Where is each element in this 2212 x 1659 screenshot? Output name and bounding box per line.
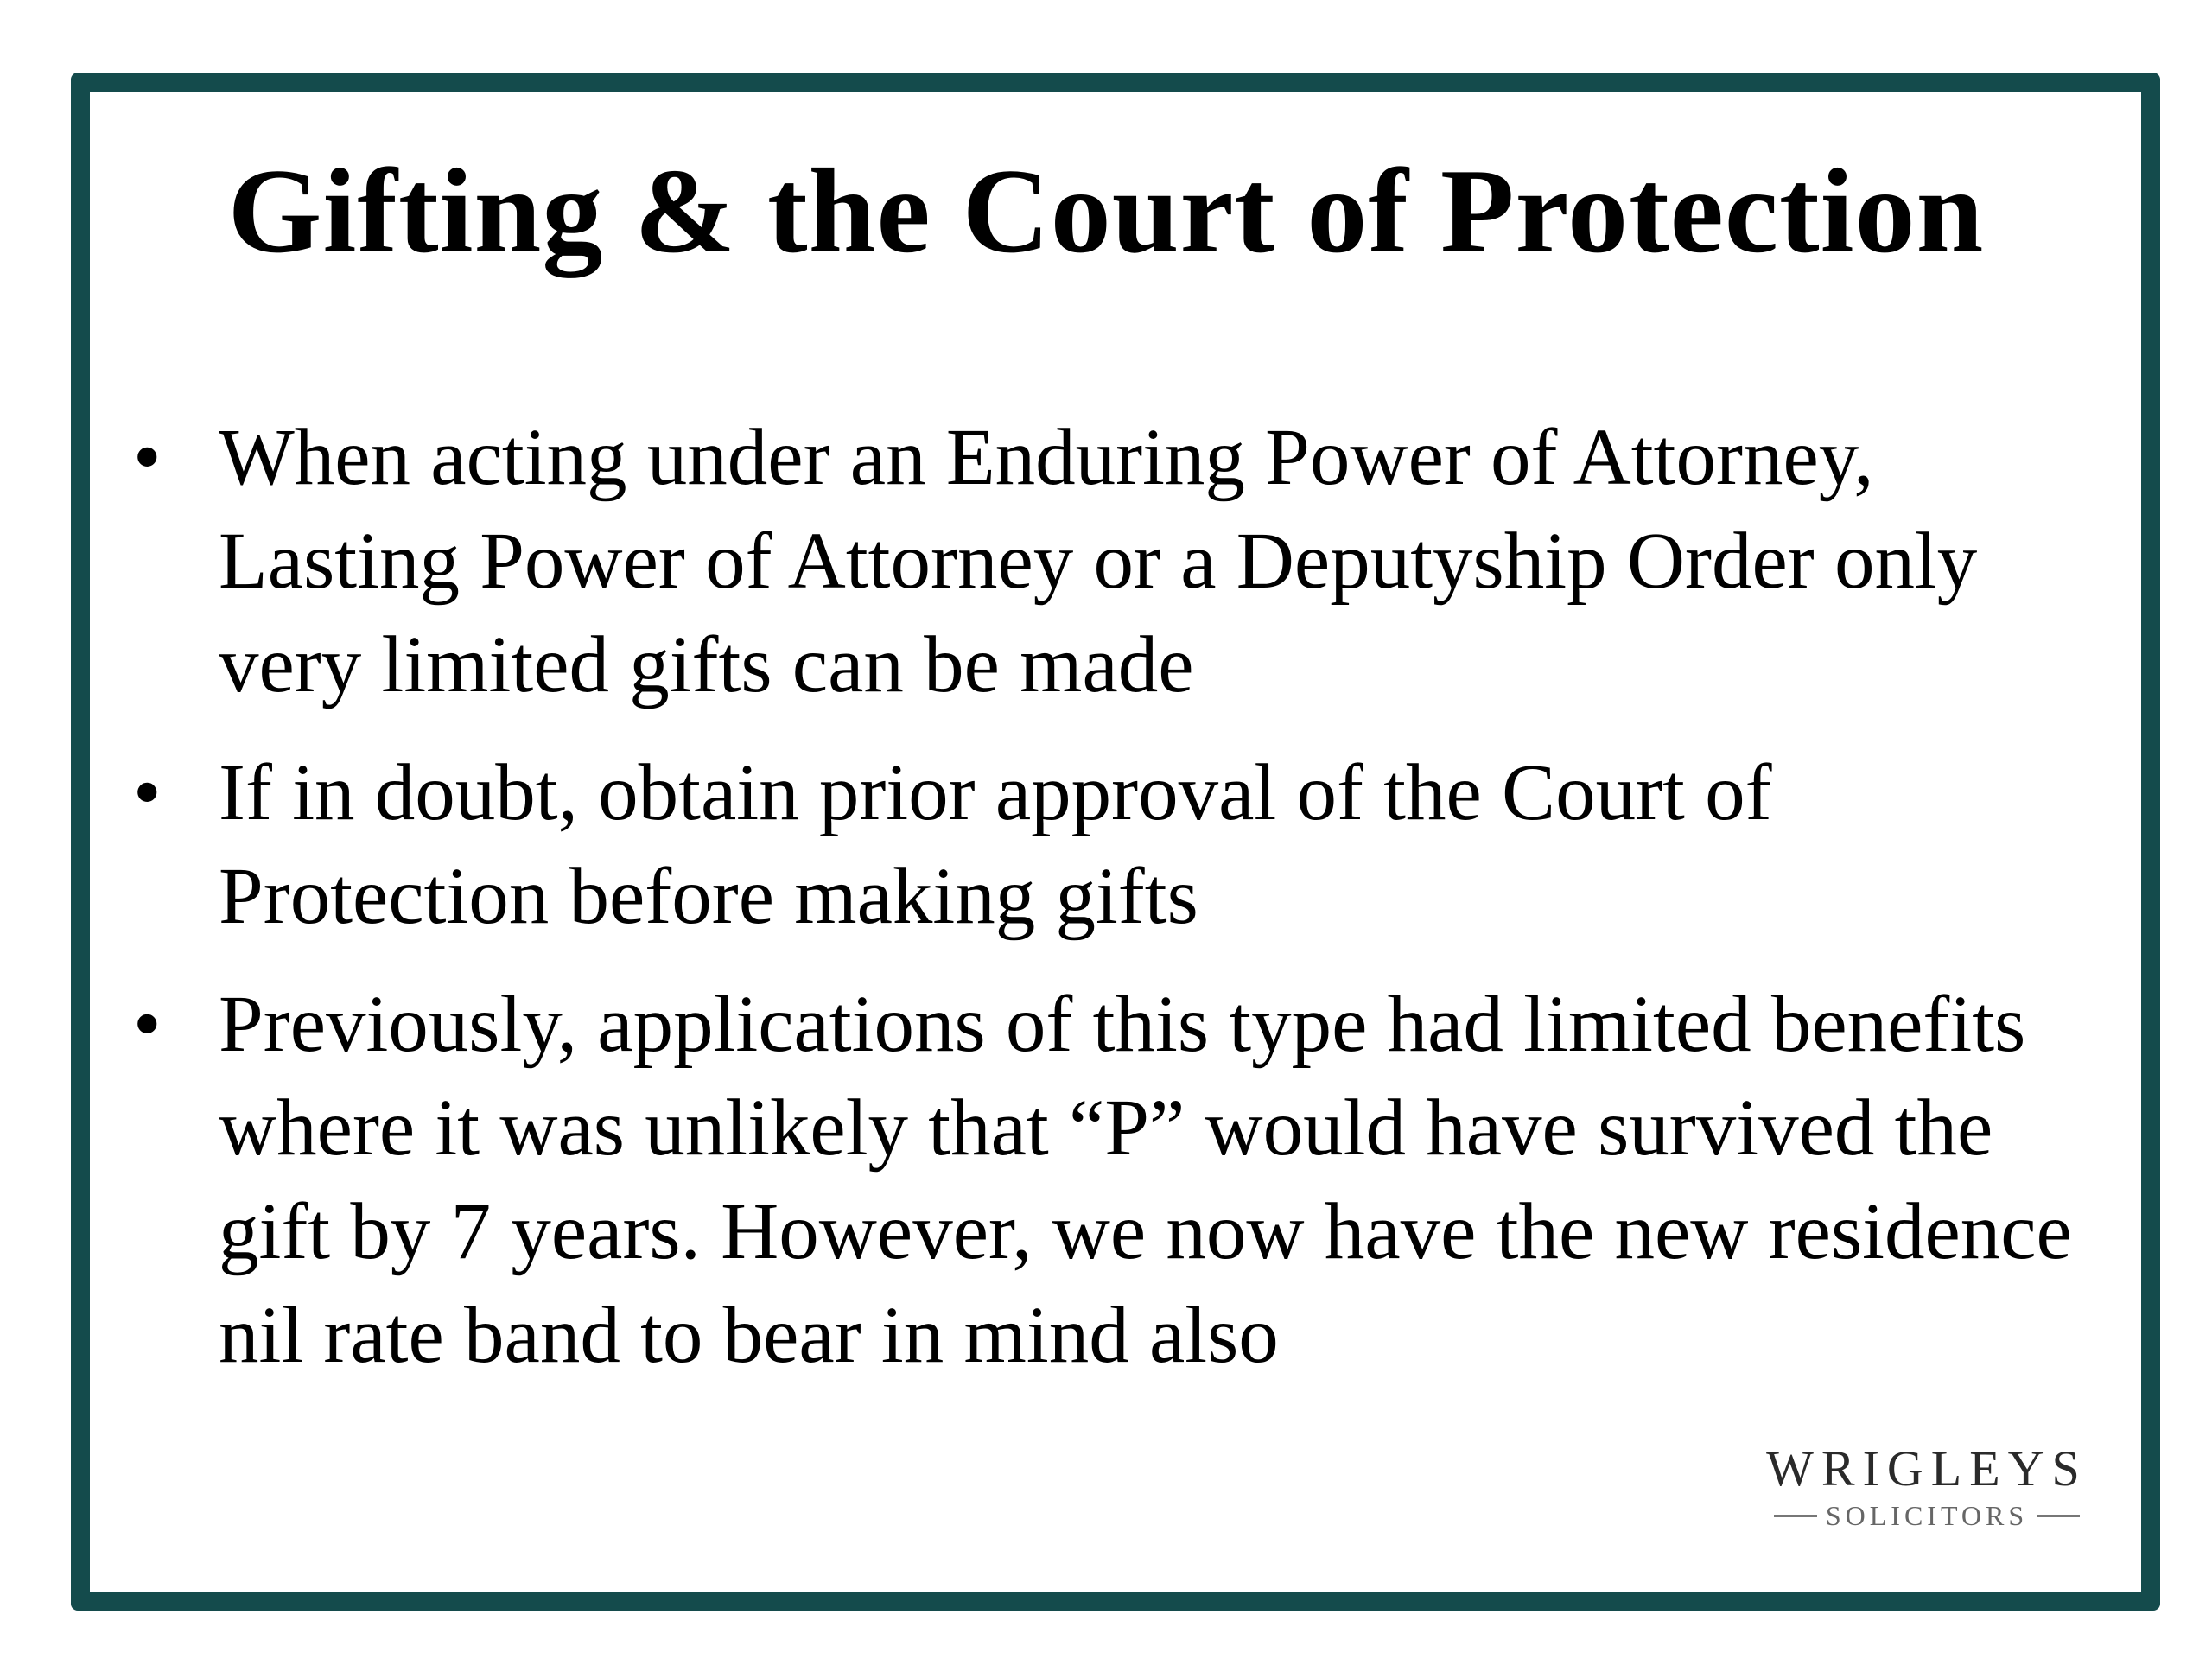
bullet-text: When acting under an Enduring Power of Attorney, Lasting Power of Attorney or a Deputyship Order only very limited gifts can be made bbox=[219, 413, 1978, 709]
bullet-item bbox=[130, 973, 2100, 1388]
bullet-text: If in doubt, obtain prior approval of the Court of Protection before making gifts bbox=[219, 748, 1772, 941]
company-logo bbox=[1754, 1441, 2100, 1533]
logo-name: WRIGLEYS bbox=[1766, 1440, 2088, 1497]
bullet-text: Previously, applications of this type had limited benefits where it was unlikely that “P” would have survived the gift by 7 years. However, we now have the new residence nil rate band to bear in mind also bbox=[219, 980, 2072, 1380]
bullet-icon: • bbox=[133, 748, 162, 837]
bullet-list bbox=[130, 406, 2100, 1412]
logo-right-rule bbox=[2037, 1515, 2080, 1517]
logo-tagline: SOLICITORS bbox=[1825, 1500, 2029, 1531]
logo-tagline-row bbox=[1754, 1498, 2100, 1533]
bullet-icon: • bbox=[133, 413, 162, 502]
logo-left-rule bbox=[1774, 1515, 1817, 1517]
bullet-item bbox=[130, 741, 2100, 949]
slide-title: Gifting & the Court of Protection bbox=[227, 144, 1985, 278]
bullet-icon: • bbox=[133, 980, 162, 1069]
bullet-item bbox=[130, 406, 2100, 717]
